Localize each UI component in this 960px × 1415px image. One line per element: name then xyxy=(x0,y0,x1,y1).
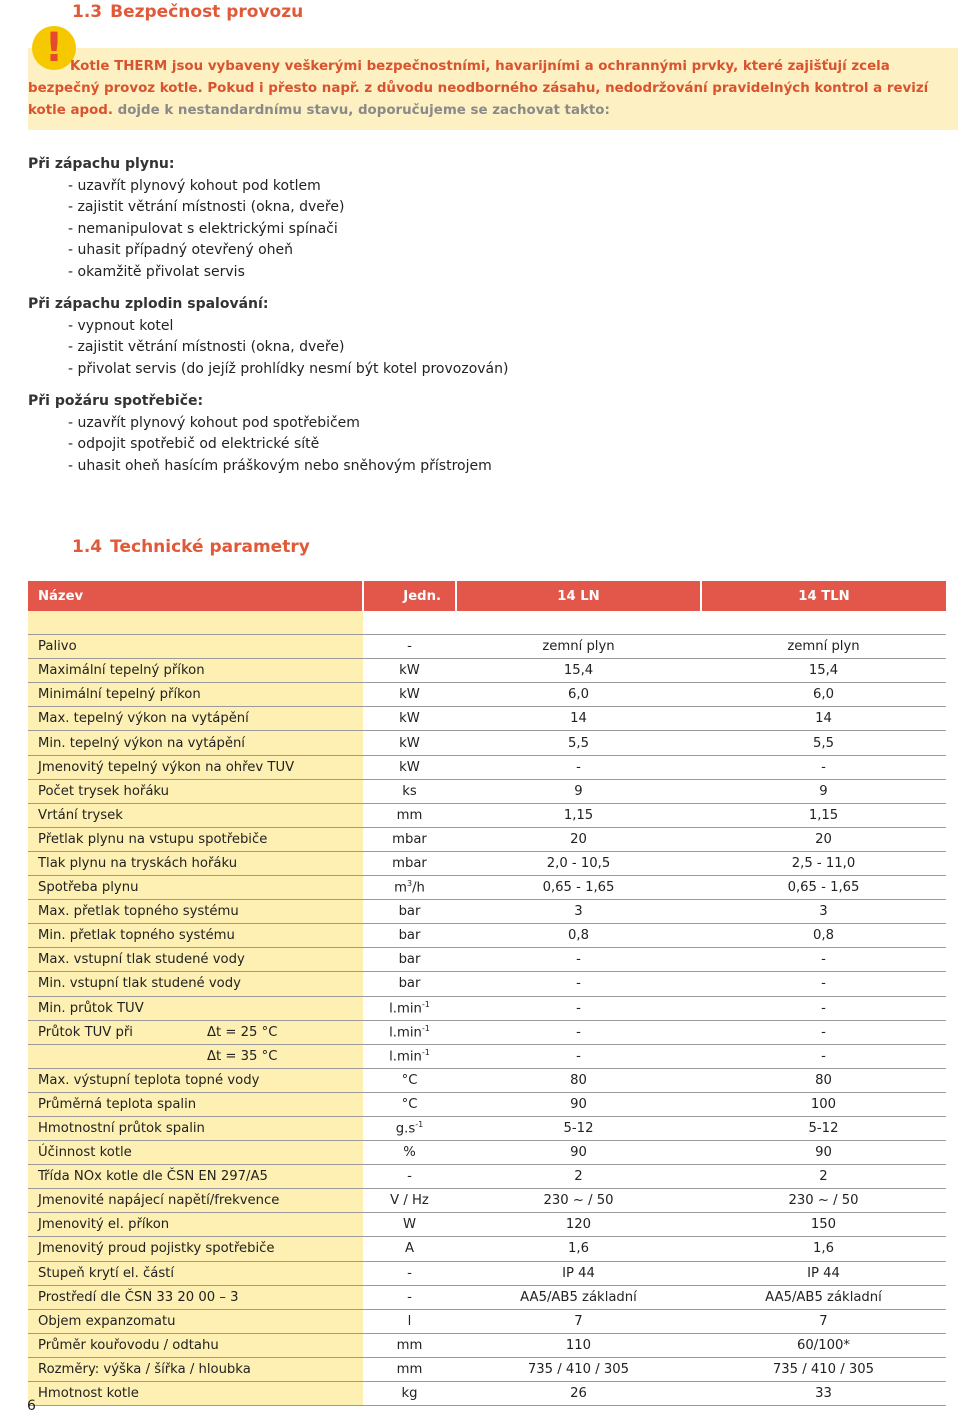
flue-smell-heading: Při zápachu zplodin spalování: xyxy=(28,296,269,312)
param-name: Průměr kouřovodu / odtahu xyxy=(28,1333,363,1357)
param-value-14tln: 5-12 xyxy=(701,1116,946,1140)
param-unit: - xyxy=(363,635,456,659)
param-value-14ln: - xyxy=(456,972,701,996)
param-unit: % xyxy=(363,1141,456,1165)
param-unit: bar xyxy=(363,972,456,996)
param-name: Palivo xyxy=(28,635,363,659)
table-row xyxy=(28,635,946,659)
param-value-14ln: 1,15 xyxy=(456,803,701,827)
table-row xyxy=(28,1213,946,1237)
param-unit: mbar xyxy=(363,851,456,875)
section-1-3-title xyxy=(72,2,303,22)
flue-smell-section xyxy=(28,294,508,380)
header-14ln: 14 LN xyxy=(456,581,701,611)
param-value-14ln: 2 xyxy=(456,1165,701,1189)
table-row xyxy=(28,851,946,875)
param-name: Prostředí dle ČSN 33 20 00 – 3 xyxy=(28,1285,363,1309)
param-value-14ln: 230 ~ / 50 xyxy=(456,1189,701,1213)
header-unit: Jedn. xyxy=(363,581,456,611)
param-value-14tln: 15,4 xyxy=(701,659,946,683)
param-value-14tln: - xyxy=(701,972,946,996)
table-row xyxy=(28,1092,946,1116)
table-row xyxy=(28,1165,946,1189)
param-unit: kW xyxy=(363,659,456,683)
param-name: Stupeň krytí el. částí xyxy=(28,1261,363,1285)
table-row xyxy=(28,731,946,755)
section-1-4-title xyxy=(72,537,310,557)
param-value-14tln: zemní plyn xyxy=(701,635,946,659)
param-value-14tln: 60/100* xyxy=(701,1333,946,1357)
param-unit: mm xyxy=(363,1333,456,1357)
param-value-14tln: 80 xyxy=(701,1068,946,1092)
param-unit: kg xyxy=(363,1382,456,1406)
param-name: Vrtání trysek xyxy=(28,803,363,827)
list-item: - zajistit větrání místnosti (okna, dveře) xyxy=(68,339,345,355)
spacer-row xyxy=(28,611,946,635)
param-value-14ln: 90 xyxy=(456,1141,701,1165)
list-item: - vypnout kotel xyxy=(68,317,174,334)
param-name: Třída NOx kotle dle ČSN EN 297/A5 xyxy=(28,1165,363,1189)
param-unit: °C xyxy=(363,1092,456,1116)
table-row xyxy=(28,1237,946,1261)
param-value-14ln: 90 xyxy=(456,1092,701,1116)
param-name: Hmotnostní průtok spalin xyxy=(28,1116,363,1140)
param-value-14ln: 0,65 - 1,65 xyxy=(456,876,701,900)
table-row xyxy=(28,948,946,972)
table-row xyxy=(28,827,946,851)
table-row xyxy=(28,900,946,924)
table-row xyxy=(28,1189,946,1213)
param-value-14tln: 9 xyxy=(701,779,946,803)
param-value-14tln: 0,65 - 1,65 xyxy=(701,876,946,900)
param-name: Hmotnost kotle xyxy=(28,1382,363,1406)
param-value-14tln: 5,5 xyxy=(701,731,946,755)
param-value-14tln: 2,5 - 11,0 xyxy=(701,851,946,875)
param-unit: bar xyxy=(363,900,456,924)
param-value-14ln: 3 xyxy=(456,900,701,924)
list-item: - uzavřít plynový kohout pod kotlem xyxy=(68,177,321,194)
param-value-14ln: 1,6 xyxy=(456,1237,701,1261)
param-value-14tln: - xyxy=(701,996,946,1020)
table-row xyxy=(28,1285,946,1309)
table-header-row xyxy=(28,581,946,611)
table-row xyxy=(28,1357,946,1381)
section-number: 1.3 xyxy=(72,2,103,22)
param-unit: kW xyxy=(363,707,456,731)
param-value-14tln: 14 xyxy=(701,707,946,731)
param-value-14ln: - xyxy=(456,996,701,1020)
table-row xyxy=(28,803,946,827)
param-name: Jmenovitý tepelný výkon na ohřev TUV xyxy=(28,755,363,779)
param-value-14ln: zemní plyn xyxy=(456,635,701,659)
list-item: - uhasit oheň hasícím práškovým nebo sněhovým přístrojem xyxy=(68,457,492,474)
param-unit: mbar xyxy=(363,827,456,851)
param-unit: - xyxy=(363,1165,456,1189)
param-value-14tln: AA5/AB5 základní xyxy=(701,1285,946,1309)
param-unit: bar xyxy=(363,948,456,972)
table-row xyxy=(28,659,946,683)
table-row xyxy=(28,1116,946,1140)
param-name xyxy=(28,1044,363,1068)
param-value-14tln: - xyxy=(701,1044,946,1068)
gas-smell-heading: Při zápachu plynu: xyxy=(28,156,175,172)
list-item: - odpojit spotřebič od elektrické sítě xyxy=(68,436,320,452)
param-unit: W xyxy=(363,1213,456,1237)
param-unit: mm xyxy=(363,803,456,827)
param-value-14ln: 80 xyxy=(456,1068,701,1092)
table-row xyxy=(28,683,946,707)
param-unit: mm xyxy=(363,1357,456,1381)
param-value-14ln: 120 xyxy=(456,1213,701,1237)
param-value-14ln: AA5/AB5 základní xyxy=(456,1285,701,1309)
param-value-14tln: 735 / 410 / 305 xyxy=(701,1357,946,1381)
param-value-14tln: 3 xyxy=(701,900,946,924)
param-name: Účinnost kotle xyxy=(28,1141,363,1165)
param-name: Min. tepelný výkon na vytápění xyxy=(28,731,363,755)
list-item: - nemanipulovat s elektrickými spínači xyxy=(68,220,338,237)
param-value-14ln: - xyxy=(456,948,701,972)
table-row xyxy=(28,1261,946,1285)
gas-smell-section xyxy=(28,154,344,283)
param-value-14tln: 33 xyxy=(701,1382,946,1406)
fire-section xyxy=(28,391,492,477)
table-row xyxy=(28,972,946,996)
param-name: Počet trysek hořáku xyxy=(28,779,363,803)
param-value-14tln: 7 xyxy=(701,1309,946,1333)
warning-text-main: Kotle THERM jsou vybaveny veškerými bezpečnostními, havarijními a ochrannými prvky, které zajišťují zcela bezpečný provoz kotle. Pokud i přesto např. z důvodu neodborného zásahu, nedodržování pravidelných kontrol a revizí kotle apod. xyxy=(28,59,929,118)
list-item: - zajistit větrání místnosti (okna, dveře) xyxy=(68,199,345,215)
warning-text-continuation: dojde k nestandardnímu stavu, doporučujeme se zachovat takto: xyxy=(112,103,610,118)
table-row xyxy=(28,1068,946,1092)
param-value-14ln: 9 xyxy=(456,779,701,803)
param-name: Rozměry: výška / šířka / hloubka xyxy=(28,1357,363,1381)
param-name: Min. přetlak topného systému xyxy=(28,924,363,948)
param-name: Jmenovitý el. příkon xyxy=(28,1213,363,1237)
param-unit: - xyxy=(363,1261,456,1285)
param-value-14ln: IP 44 xyxy=(456,1261,701,1285)
param-value-14ln: 110 xyxy=(456,1333,701,1357)
param-value-14tln: 6,0 xyxy=(701,683,946,707)
exclamation-icon: ! xyxy=(32,26,76,70)
param-value-14ln: - xyxy=(456,755,701,779)
param-name: Průměrná teplota spalin xyxy=(28,1092,363,1116)
param-unit: $l.\min^{-1}$ xyxy=(363,996,456,1020)
table-row xyxy=(28,924,946,948)
param-value-14tln: 150 xyxy=(701,1213,946,1237)
param-unit: $l.\min^{-1}$ xyxy=(363,1044,456,1068)
param-name: Jmenovitý proud pojistky spotřebiče xyxy=(28,1237,363,1261)
param-value-14tln: - xyxy=(701,1020,946,1044)
table-row xyxy=(28,1382,946,1406)
param-unit: $l.\min^{-1}$ xyxy=(363,1020,456,1044)
param-value-14ln: - xyxy=(456,1020,701,1044)
table-row xyxy=(28,876,946,900)
section-title-text: Technické parametry xyxy=(110,537,310,557)
param-value-14tln: IP 44 xyxy=(701,1261,946,1285)
param-value-14ln: - xyxy=(456,1044,701,1068)
param-unit: l xyxy=(363,1309,456,1333)
param-name: Min. vstupní tlak studené vody xyxy=(28,972,363,996)
param-value-14tln: 1,15 xyxy=(701,803,946,827)
table-row xyxy=(28,755,946,779)
list-item: - okamžitě přivolat servis xyxy=(68,263,245,280)
param-value-14ln: 2,0 - 10,5 xyxy=(456,851,701,875)
param-unit: $m^3/h$ xyxy=(363,876,456,900)
param-name: Tlak plynu na tryskách hořáku xyxy=(28,851,363,875)
param-value-14tln: - xyxy=(701,948,946,972)
param-unit: bar xyxy=(363,924,456,948)
list-item: - uhasit případný otevřený oheň xyxy=(68,242,293,258)
param-unit: A xyxy=(363,1237,456,1261)
param-value-14tln: 230 ~ / 50 xyxy=(701,1189,946,1213)
param-value-14ln: 15,4 xyxy=(456,659,701,683)
param-unit: $g.s^{-1}$ xyxy=(363,1116,456,1140)
param-value-14ln: 5,5 xyxy=(456,731,701,755)
warning-box xyxy=(28,25,958,130)
param-unit: - xyxy=(363,1285,456,1309)
table-row xyxy=(28,1309,946,1333)
header-14tln: 14 TLN xyxy=(701,581,946,611)
table-row xyxy=(28,1020,946,1044)
param-name: Průtok TUV při Δt = 25 °C xyxy=(28,1020,363,1044)
param-value-14ln: 20 xyxy=(456,827,701,851)
param-value-14tln: 1,6 xyxy=(701,1237,946,1261)
param-name: Maximální tepelný příkon xyxy=(28,659,363,683)
table-row xyxy=(28,779,946,803)
param-value-14ln: 5-12 xyxy=(456,1116,701,1140)
delta-t-25-label: Δt = 25 °C xyxy=(207,1024,278,1040)
page-number: 6 xyxy=(27,1398,36,1414)
delta-t-35-label: Δt = 35 °C xyxy=(207,1048,278,1064)
param-unit: kW xyxy=(363,731,456,755)
param-name: Max. výstupní teplota topné vody xyxy=(28,1068,363,1092)
param-name: Přetlak plynu na vstupu spotřebiče xyxy=(28,827,363,851)
param-name: Min. průtok TUV xyxy=(28,996,363,1020)
param-unit: V / Hz xyxy=(363,1189,456,1213)
param-name: Minimální tepelný příkon xyxy=(28,683,363,707)
section-title-text: Bezpečnost provozu xyxy=(110,2,304,22)
param-value-14ln: 735 / 410 / 305 xyxy=(456,1357,701,1381)
param-name: Objem expanzomatu xyxy=(28,1309,363,1333)
param-name: Jmenovité napájecí napětí/frekvence xyxy=(28,1189,363,1213)
param-unit: kW xyxy=(363,755,456,779)
table-row xyxy=(28,1333,946,1357)
param-value-14ln: 26 xyxy=(456,1382,701,1406)
list-item: - uzavřít plynový kohout pod spotřebičem xyxy=(68,414,360,431)
section-number: 1.4 xyxy=(72,537,103,557)
table-row xyxy=(28,707,946,731)
param-name: Max. tepelný výkon na vytápění xyxy=(28,707,363,731)
param-value-14ln: 7 xyxy=(456,1309,701,1333)
list-item: - přivolat servis (do jejíž prohlídky nesmí být kotel provozován) xyxy=(68,360,509,377)
param-name: Max. vstupní tlak studené vody xyxy=(28,948,363,972)
param-value-14ln: 0,8 xyxy=(456,924,701,948)
param-unit: kW xyxy=(363,683,456,707)
param-name: Max. přetlak topného systému xyxy=(28,900,363,924)
param-value-14tln: - xyxy=(701,755,946,779)
header-name: Název xyxy=(28,581,363,611)
fire-heading: Při požáru spotřebiče: xyxy=(28,393,204,409)
param-value-14ln: 14 xyxy=(456,707,701,731)
param-value-14tln: 0,8 xyxy=(701,924,946,948)
param-name: Spotřeba plynu xyxy=(28,876,363,900)
table-row xyxy=(28,996,946,1020)
param-unit: °C xyxy=(363,1068,456,1092)
param-value-14ln: 6,0 xyxy=(456,683,701,707)
param-value-14tln: 100 xyxy=(701,1092,946,1116)
table-row xyxy=(28,1044,946,1068)
param-value-14tln: 20 xyxy=(701,827,946,851)
technical-parameters-table xyxy=(28,581,946,1406)
param-value-14tln: 2 xyxy=(701,1165,946,1189)
param-value-14tln: 90 xyxy=(701,1141,946,1165)
table-row xyxy=(28,1141,946,1165)
warning-text xyxy=(28,56,954,122)
param-unit: ks xyxy=(363,779,456,803)
